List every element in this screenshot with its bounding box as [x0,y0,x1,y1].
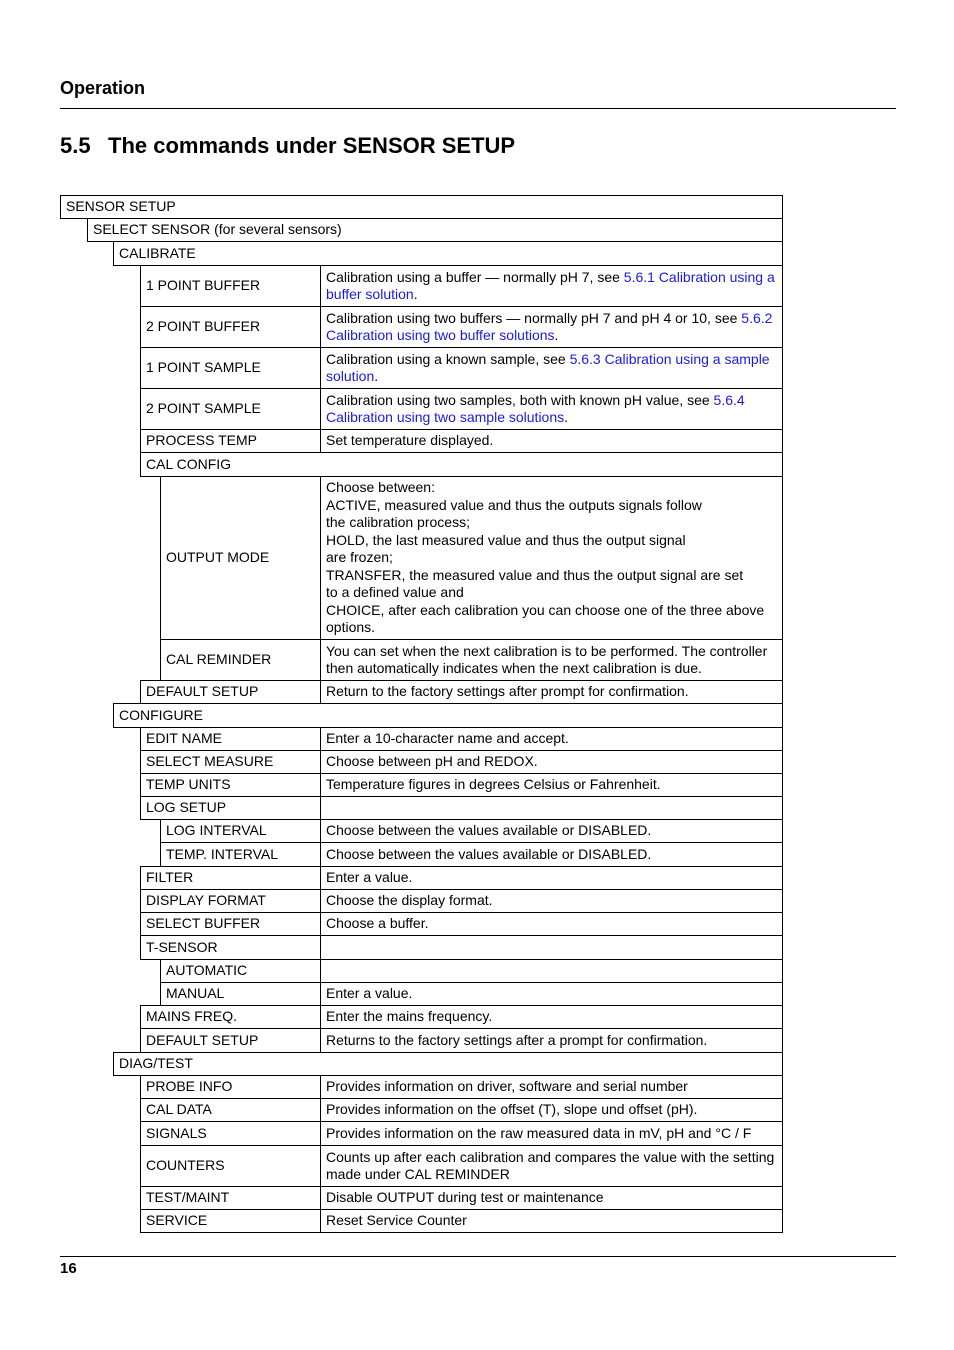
cross-reference-link[interactable]: 5.6.2 Calibration using two buffer solutions [326,309,773,343]
command-probe-info: PROBE INFO [140,1075,321,1099]
description-line: ACTIVE, measured value and thus the outputs signals follow [326,496,702,513]
section-number: 5.5 [60,133,91,158]
command-signals: SIGNALS [140,1121,321,1146]
description-display-format [320,889,783,913]
description-default-setup [320,1028,783,1053]
command-1-point-buffer: 1 POINT BUFFER [140,265,321,307]
description-text: Returns to the factory settings after a prompt for confirmation. [326,1031,708,1048]
command-mains-freq: MAINS FREQ. [140,1005,321,1029]
description-automatic [320,959,783,983]
command-edit-name: EDIT NAME [140,727,321,751]
description-text: . [413,286,418,302]
description-text: Provides information on the offset (T), slope und offset (pH). [326,1101,698,1118]
description-text: Temperature figures in degrees Celsius or Fahrenheit. [326,776,661,793]
description-text: Calibration using a known sample, see [326,350,570,367]
command-calibrate: CALIBRATE [113,241,783,266]
cross-reference-link[interactable]: 5.6.1 Calibration using a buffer solution [326,268,775,302]
command-2-point-buffer: 2 POINT BUFFER [140,306,321,348]
command-temp-units: TEMP UNITS [140,773,321,797]
description-2-point-sample [320,388,783,430]
description-text: Choose between pH and REDOX. [326,753,538,770]
description-text: Enter a 10-character name and accept. [326,730,569,747]
description-text: You can set when the next calibration is to be performed. The controller then automatically indicates when the next calibration is due. [326,642,768,676]
description-text: Set temperature displayed. [326,432,494,449]
description-text: . [374,368,379,384]
command-temp-interval: TEMP. INTERVAL [160,842,321,867]
description-line: options. [326,619,376,636]
description-select-measure [320,750,783,774]
command-configure: CONFIGURE [113,703,783,728]
description-line: HOLD, the last measured value and thus the output signal [326,531,686,548]
command-default-setup: DEFAULT SETUP [140,680,321,704]
command-cal-reminder: CAL REMINDER [160,639,321,681]
description-line: to a defined value and [326,584,464,601]
header-rule [60,108,896,109]
description-log-setup [320,796,783,820]
description-default-setup [320,680,783,704]
page-title [60,133,515,159]
description-text: Enter a value. [326,985,413,1002]
description-probe-info [320,1075,783,1099]
command-output-mode: OUTPUT MODE [160,476,321,640]
command-display-format: DISPLAY FORMAT [140,889,321,913]
description-filter [320,866,783,890]
command-select-sensor-for-several-sensors: SELECT SENSOR (for several sensors) [87,218,783,242]
description-line: the calibration process; [326,514,470,531]
description-mains-freq [320,1005,783,1029]
description-text: Provides information on driver, software and serial number [326,1078,688,1095]
command-service: SERVICE [140,1209,321,1233]
description-text: Choose between the values available or DISABLED. [326,822,652,839]
command-t-sensor: T-SENSOR [140,935,321,960]
command-2-point-sample: 2 POINT SAMPLE [140,388,321,430]
description-t-sensor [320,935,783,960]
command-default-setup: DEFAULT SETUP [140,1028,321,1053]
command-select-buffer: SELECT BUFFER [140,912,321,936]
command-automatic: AUTOMATIC [160,959,321,983]
description-text: Provides information on the raw measured data in mV, pH and °C / F [326,1124,752,1141]
description-2-point-buffer [320,306,783,348]
command-select-measure: SELECT MEASURE [140,750,321,774]
description-1-point-sample [320,347,783,389]
description-text: Counts up after each calibration and compares the value with the setting made under CAL REMINDER [326,1148,775,1182]
description-edit-name [320,727,783,751]
description-select-buffer [320,912,783,936]
description-1-point-buffer [320,265,783,307]
command-counters: COUNTERS [140,1145,321,1187]
description-text: Calibration using two samples, both with known pH value, see [326,391,714,408]
description-text: Choose between the values available or DISABLED. [326,845,652,862]
description-temp-units [320,773,783,797]
description-text: Reset Service Counter [326,1212,467,1229]
command-manual: MANUAL [160,982,321,1006]
description-temp-interval [320,842,783,867]
description-text: Choose the display format. [326,892,493,909]
description-test-maint [320,1186,783,1210]
description-cal-data [320,1098,783,1122]
description-text: Choose a buffer. [326,915,429,932]
description-manual [320,982,783,1006]
description-text: Enter the mains frequency. [326,1008,493,1025]
description-line: CHOICE, after each calibration you can choose one of the three above [326,601,765,618]
description-text: Calibration using a buffer — normally pH 7, see [326,268,624,285]
description-line: TRANSFER, the measured value and thus the output signal are set [326,566,744,583]
command-sensor-setup: SENSOR SETUP [60,195,783,219]
command-filter: FILTER [140,866,321,890]
command-test-maint: TEST/MAINT [140,1186,321,1210]
cross-reference-link[interactable]: 5.6.3 Calibration using a sample solution [326,350,770,384]
command-log-interval: LOG INTERVAL [160,819,321,843]
cross-reference-link[interactable]: 5.6.4 Calibration using two sample solutions [326,391,745,425]
command-process-temp: PROCESS TEMP [140,429,321,453]
description-counters [320,1145,783,1187]
description-line: Choose between: [326,479,435,496]
section-title: The commands under SENSOR SETUP [108,133,516,158]
command-log-setup: LOG SETUP [140,796,321,820]
command-diag-test: DIAG/TEST [113,1052,783,1076]
description-text: . [564,409,569,425]
description-line: are frozen; [326,549,393,566]
description-text: Enter a value. [326,869,413,886]
page-number: 16 [60,1260,77,1277]
description-signals [320,1121,783,1146]
description-cal-reminder [320,639,783,681]
description-text: Return to the factory settings after prompt for confirmation. [326,683,689,700]
section-header: Operation [60,78,146,98]
command-cal-config: CAL CONFIG [140,452,783,477]
description-service [320,1209,783,1233]
description-text: Disable OUTPUT during test or maintenance [326,1189,604,1206]
description-text: . [554,327,559,343]
command-cal-data: CAL DATA [140,1098,321,1122]
command-1-point-sample: 1 POINT SAMPLE [140,347,321,389]
description-process-temp [320,429,783,453]
footer-rule [60,1256,896,1257]
description-log-interval [320,819,783,843]
description-text: Calibration using two buffers — normally pH 7 and pH 4 or 10, see [326,309,742,326]
description-output-mode [320,476,783,640]
